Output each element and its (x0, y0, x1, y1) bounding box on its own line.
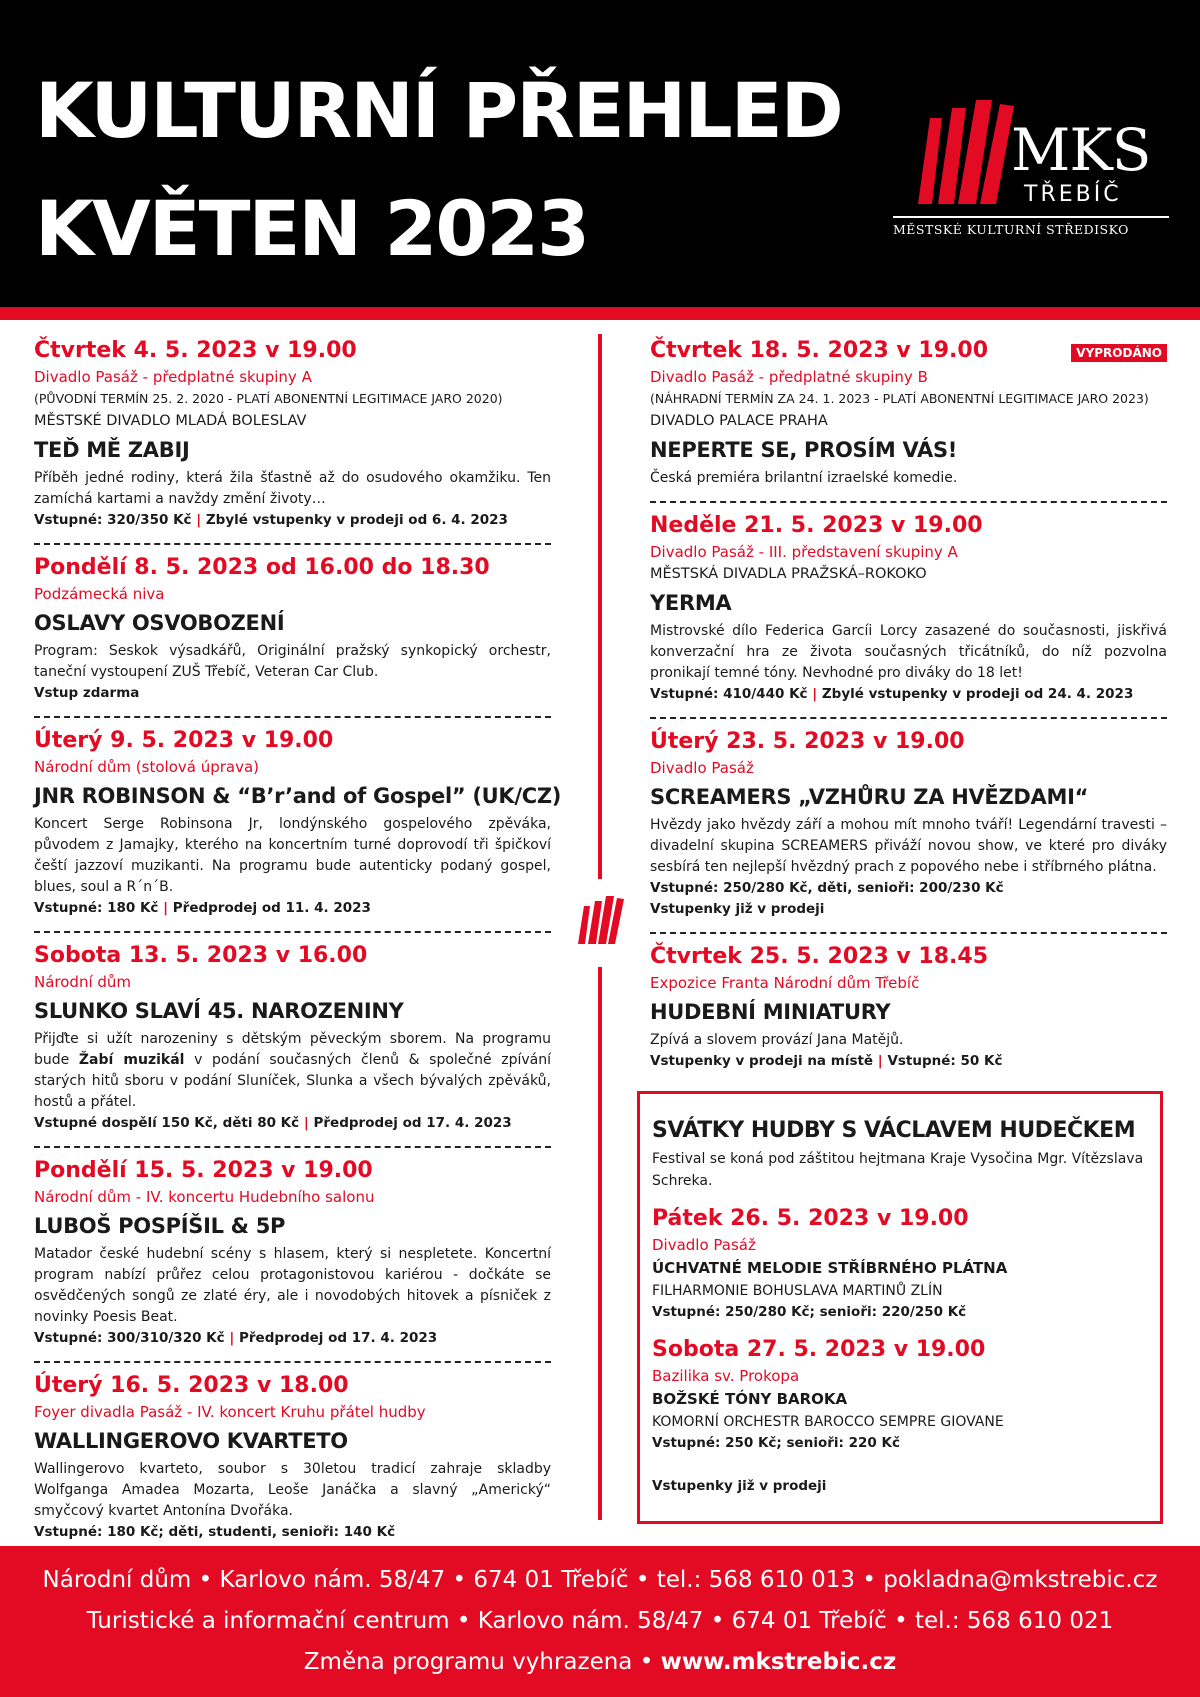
desc-part: v podání současných členů & společné zpívání starých hitů sboru v podání Sluníček, Slunka a všech bývalých zpěváků, hostů a přátel. (34, 1052, 551, 1110)
event-performer: FILHARMONIE BOHUSLAVA MARTINŮ ZLÍN (652, 1283, 943, 1299)
price-text: Vstupné: 180 Kč (34, 900, 159, 916)
event-venue: Národní dům (stolová úprava) (34, 758, 260, 776)
event-venue: Národní dům - IV. koncertu Hudebního salonu (34, 1188, 375, 1206)
page-title (35, 52, 842, 288)
event-date: Čtvrtek 25. 5. 2023 v 18.45 (650, 944, 989, 969)
title-line-2: KVĚTEN 2023 (35, 184, 588, 273)
event-company: MĚSTSKÉ DIVADLO MLADÁ BOLESLAV (34, 413, 307, 429)
event-price: Vstup zdarma (34, 685, 140, 701)
event-venue: Podzámecká niva (34, 585, 165, 603)
logo-subtitle: MĚSTSKÉ KULTURNÍ STŘEDISKO (893, 222, 1129, 237)
separator (34, 716, 551, 718)
festival-description: Festival se koná pod záštitou hejtmana Kraje Vysočina Mgr. Vítězslava Schreka. (652, 1151, 1144, 1189)
desc-part: Přijďte si užít narozeniny s dětským pěveckým sborem. Na programu bude (34, 1031, 551, 1068)
event-price: Vstupné dospělí 150 Kč, děti 80 Kč | Předprodej od 17. 4. 2023 (34, 1115, 512, 1131)
event-description: Wallingerovo kvarteto, soubor s 30letou tradicí zahraje skladby Wolfganga Amadea Mozarta, Leoše Janáčka a slavný „Americký“ smyčcový kvartet Antonína Dvořáka. (34, 1461, 551, 1519)
left-column (34, 336, 562, 1572)
event-date: Sobota 27. 5. 2023 v 19.00 (652, 1337, 986, 1362)
event-price: Vstupné: 250/280 Kč; senioři: 220/250 Kč (652, 1304, 967, 1320)
presale-text: Zbylé vstupenky v prodeji od 24. 4. 2023 (821, 686, 1134, 702)
event-title: TEĎ MĚ ZABIJ (34, 438, 190, 462)
event-date: Úterý 16. 5. 2023 v 18.00 (34, 1373, 349, 1398)
event (34, 941, 551, 1142)
festival-box (637, 1091, 1163, 1524)
mks-stripes-icon (578, 896, 624, 948)
event-title: NEPERTE SE, PROSÍM VÁS! (650, 438, 958, 462)
event-description: Česká premiéra brilantní izraelské komedie. (650, 470, 958, 486)
separator (650, 932, 1167, 934)
header (0, 0, 1200, 307)
presale-text: Předprodej od 17. 4. 2023 (313, 1115, 512, 1131)
presale-text: Předprodej od 17. 4. 2023 (239, 1330, 438, 1346)
event-description (34, 1029, 551, 1113)
event (34, 1156, 551, 1357)
event-date: Úterý 23. 5. 2023 v 19.00 (650, 729, 965, 754)
presale-text: Předprodej od 11. 4. 2023 (172, 900, 371, 916)
event (650, 511, 1167, 713)
event-title: WALLINGEROVO KVARTETO (34, 1429, 348, 1453)
logo-name: MKS (1011, 116, 1151, 184)
event-note: (PŮVODNÍ TERMÍN 25. 2. 2020 - PLATÍ ABONENTNÍ LEGITIMACE JARO 2020) (34, 391, 503, 406)
event-venue: Expozice Franta Národní dům Třebíč (650, 974, 920, 992)
event-title: ÚCHVATNÉ MELODIE STŘÍBRNÉHO PLÁTNA (652, 1259, 1008, 1277)
event (650, 336, 1167, 497)
separator (34, 1361, 551, 1363)
event-venue: Divadlo Pasáž - III. představení skupiny A (650, 543, 958, 561)
event-title: OSLAVY OSVOBOZENÍ (34, 611, 285, 635)
event-date: Pondělí 8. 5. 2023 od 16.00 do 18.30 (34, 555, 490, 580)
desc-bold: Žabí muzikál (78, 1052, 185, 1068)
separator (650, 501, 1167, 503)
event-description: Koncert Serge Robinsona Jr, londýnského gospelového zpěváka, původem z Jamajky, kterého na koncertním turné doprovodí tři špičkoví čeští jazzoví muzikanti. Na programu bude autenticky podaný gospel, blues, soul a R´n´B. (34, 816, 551, 895)
event-price: Vstupenky v prodeji na místě | Vstupné: 50 Kč (650, 1053, 1003, 1069)
footer-note: Změna programu vyhrazena • (303, 1649, 661, 1675)
event-price: Vstupné: 180 Kč | Předprodej od 11. 4. 2023 (34, 900, 371, 916)
website-link[interactable]: www.mkstrebic.cz (660, 1649, 897, 1675)
event-date: Úterý 9. 5. 2023 v 19.00 (34, 728, 334, 753)
event-price: Vstupné: 300/310/320 Kč | Předprodej od 17. 4. 2023 (34, 1330, 438, 1346)
event-title: YERMA (650, 591, 732, 615)
event-venue: Foyer divadla Pasáž - IV. koncert Kruhu přátel hudby (34, 1403, 426, 1421)
mks-logo (888, 100, 1178, 250)
price-text: Vstupné: 320/350 Kč (34, 512, 192, 528)
event-company: MĚSTSKÁ DIVADLA PRAŽSKÁ–ROKOKO (650, 566, 927, 582)
title-line-1: KULTURNÍ PŘEHLED (35, 66, 842, 155)
event-title: BOŽSKÉ TÓNY BAROKA (652, 1390, 848, 1408)
event-price: Vstupné: 320/350 Kč | Zbylé vstupenky v prodeji od 6. 4. 2023 (34, 512, 508, 528)
event-title: LUBOŠ POSPÍŠIL & 5P (34, 1214, 286, 1238)
footer (0, 1546, 1200, 1697)
presale-text: Zbylé vstupenky v prodeji od 6. 4. 2023 (205, 512, 508, 528)
separator (650, 717, 1167, 719)
separator (34, 543, 551, 545)
footer-line-3 (0, 1642, 1200, 1683)
event-date: Čtvrtek 4. 5. 2023 v 19.00 (34, 338, 357, 363)
price-text: Vstupné: 300/310/320 Kč (34, 1330, 225, 1346)
event-venue: Národní dům (34, 973, 132, 991)
event-venue: Divadlo Pasáž (652, 1236, 756, 1254)
price-text: Vstupné: 410/440 Kč (650, 686, 808, 702)
event-venue: Divadlo Pasáž - předplatné skupiny A (34, 368, 312, 386)
event-date: Čtvrtek 18. 5. 2023 v 19.00 (650, 338, 989, 363)
mks-stripes-icon (918, 100, 1018, 212)
footer-line-2: Turistické a informační centrum • Karlovo nám. 58/47 • 674 01 Třebíč • tel.: 568 610 021 (86, 1608, 1114, 1634)
event-presale: Vstupenky již v prodeji (650, 901, 825, 917)
event (34, 553, 551, 712)
price-text: Vstupné dospělí 150 Kč, děti 80 Kč (34, 1115, 300, 1131)
right-column (650, 336, 1167, 1080)
event-venue: Bazilika sv. Prokopa (652, 1367, 800, 1385)
column-divider (598, 967, 602, 1520)
event-date: Neděle 21. 5. 2023 v 19.00 (650, 513, 983, 538)
event (650, 727, 1167, 928)
event-description: Hvězdy jako hvězdy září a mohou mít mnoho tváří! Legendární travesti – divadelní skupina SCREAMERS přiváží novou show, ve které pro diváky sesbírá ten nejlepší hvězdný prach z popového nebe i stříbrného plátna. (650, 817, 1167, 875)
event-company: DIVADLO PALACE PRAHA (650, 413, 828, 429)
event-description: Matador české hudební scény s hlasem, který si nespletete. Koncertní program nabízí průřez celou protagonistovou kariérou - dočkáte se osvědčených songů ze zlaté éry, ale i novodobých hitovek a písniček z novinky Poesis Beat. (34, 1246, 551, 1325)
event-price: Vstupné: 250/280 Kč, děti, senioři: 200/230 Kč (650, 880, 1004, 896)
event-title: SCREAMERS „VZHŮRU ZA HVĚZDAMI“ (650, 785, 1089, 809)
event-description: Program: Seskok výsadkářů, Originální pražský synkopický orchestr, taneční vystoupení ZUŠ Třebíč, Veteran Car Club. (34, 643, 551, 680)
festival-closing: Vstupenky již v prodeji (652, 1478, 827, 1494)
event-note: (NÁHRADNÍ TERMÍN ZA 24. 1. 2023 - PLATÍ ABONENTNÍ LEGITIMACE JARO 2023) (650, 391, 1149, 406)
event-performer: KOMORNÍ ORCHESTR BAROCCO SEMPRE GIOVANE (652, 1414, 1004, 1430)
price-text: Vstupenky v prodeji na místě (650, 1053, 874, 1069)
footer-line-1: Národní dům • Karlovo nám. 58/47 • 674 01 Třebíč • tel.: 568 610 013 • pokladna@mkstrebic.cz (42, 1567, 1158, 1593)
event-description: Příběh jedné rodiny, která žila šťastně až do osudového okamžiku. Ten zamíchá kartami a navždy změní životy… (34, 470, 551, 507)
event (650, 942, 1167, 1080)
festival-title: SVÁTKY HUDBY S VÁCLAVEM HUDEČKEM (652, 1118, 1136, 1143)
event (34, 1371, 551, 1572)
event-venue: Divadlo Pasáž - předplatné skupiny B (650, 368, 928, 386)
column-divider (598, 334, 602, 879)
separator (34, 931, 551, 933)
event-price: Vstupné: 180 Kč; děti, studenti, senioři: 140 Kč (34, 1524, 396, 1540)
sold-out-badge: VYPRODÁNO (1071, 344, 1167, 362)
event-venue: Divadlo Pasáž (650, 759, 754, 777)
event-price: Vstupné: 250 Kč; senioři: 220 Kč (652, 1435, 900, 1451)
event-date: Pátek 26. 5. 2023 v 19.00 (652, 1206, 969, 1231)
event-price: Vstupné: 410/440 Kč | Zbylé vstupenky v prodeji od 24. 4. 2023 (650, 686, 1134, 702)
header-stripe (0, 307, 1200, 320)
logo-divider (893, 216, 1169, 218)
event-date: Pondělí 15. 5. 2023 v 19.00 (34, 1158, 373, 1183)
event-title: HUDEBNÍ MINIATURY (650, 1000, 891, 1024)
event-title: SLUNKO SLAVÍ 45. NAROZENINY (34, 999, 404, 1023)
event-date: Sobota 13. 5. 2023 v 16.00 (34, 943, 368, 968)
separator (34, 1146, 551, 1148)
event (34, 336, 551, 539)
presale-text: Vstupné: 50 Kč (887, 1053, 1003, 1069)
event-description: Mistrovské dílo Federica Garcíi Lorcy zasazené do současnosti, jiskřivá konverzační hra ze života současných třicátníků, do níž pozvolna pronikají temné tóny. Nevhodné pro diváky do 18 let! (650, 623, 1167, 681)
event-description: Zpívá a slovem provází Jana Matějů. (650, 1032, 904, 1048)
logo-city: TŘEBÍČ (1024, 182, 1122, 207)
event-title: JNR ROBINSON & “B’r’and of Gospel” (UK/CZ) (34, 784, 562, 808)
event (34, 726, 562, 927)
